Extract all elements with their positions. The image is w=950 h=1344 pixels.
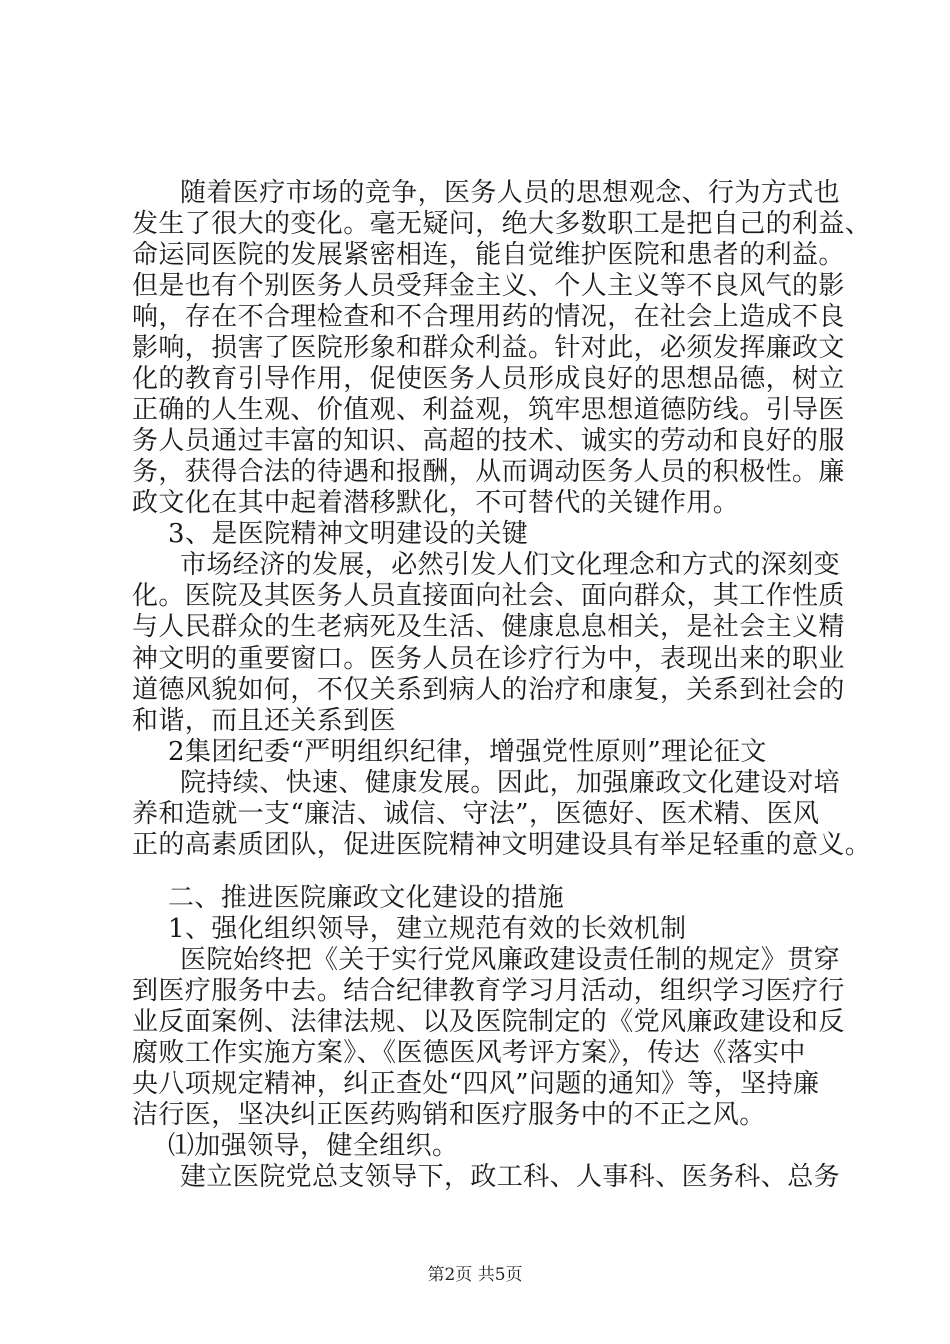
text-line: 养和造就一支“廉洁、诚信、守法”，医德好、医术精、医风	[132, 799, 820, 829]
text-line: 院持续、快速、健康发展。因此，加强廉政文化建设对培	[180, 768, 841, 798]
text-line: 建立医院党总支领导下，政工科、人事科、医务科、总务	[180, 1162, 841, 1192]
text-line: 神文明的重要窗口。医务人员在诊疗行为中，表现出来的职业	[132, 644, 845, 674]
text-line: 市场经济的发展，必然引发人们文化理念和方式的深刻变	[180, 550, 841, 580]
text-line: 化的教育引导作用，促使医务人员形成良好的思想品德，树立	[132, 364, 845, 394]
text-line: 但是也有个别医务人员受拜金主义、个人主义等不良风气的影	[132, 271, 845, 301]
text-line: 命运同医院的发展紧密相连，能自觉维护医院和患者的利益。	[132, 240, 845, 270]
text-line: 化。医院及其医务人员直接面向社会、面向群众，其工作性质	[132, 581, 845, 611]
subsection-heading: 1、强化组织领导，建立规范有效的长效机制	[168, 914, 687, 944]
section-heading: 二、推进医院廉政文化建设的措施	[168, 883, 565, 913]
text-line: 发生了很大的变化。毫无疑问，绝大多数职工是把自己的利益、	[132, 209, 872, 239]
text-line: 与人民群众的生老病死及生活、健康息息相关，是社会主义精	[132, 612, 845, 642]
text-line: 影响，损害了医院形象和群众利益。针对此，必须发挥廉政文	[132, 333, 845, 363]
subsection-heading: 3、是医院精神文明建设的关键	[168, 519, 529, 549]
text-line: 务人员通过丰富的知识、高超的技术、诚实的劳动和良好的服	[132, 426, 845, 456]
text-line: 洁行医，坚决纠正医药购销和医疗服务中的不正之风。	[132, 1100, 766, 1130]
text-line: 务，获得合法的待遇和报酬，从而调动医务人员的积极性。廉	[132, 457, 845, 487]
text-line: 正确的人生观、价值观、利益观，筑牢思想道德防线。引导医	[132, 395, 845, 425]
running-header: 2集团纪委“严明组织纪律，增强党性原则”理论征文	[168, 737, 767, 767]
text-line: 腐败工作实施方案》、《医德医风考评方案》，传达《落实中	[132, 1038, 806, 1068]
text-line: 业反面案例、法律法规、以及医院制定的《党风廉政建设和反	[132, 1007, 845, 1037]
text-line: 响，存在不合理检查和不合理用药的情况，在社会上造成不良	[132, 302, 845, 332]
text-line: 正的高素质团队，促进医院精神文明建设具有举足轻重的意义。	[132, 830, 872, 860]
text-line: 央八项规定精神，纠正查处“四风”问题的通知》等，坚持廉	[132, 1069, 820, 1099]
text-line: 政文化在其中起着潜移默化，不可替代的关键作用。	[132, 488, 740, 518]
text-line: 和谐，而且还关系到医	[132, 706, 397, 736]
text-line: 医院始终把《关于实行党风廉政建设责任制的规定》贯穿	[180, 945, 841, 975]
text-line: 到医疗服务中去。结合纪律教育学习月活动，组织学习医疗行	[132, 976, 845, 1006]
list-item: ⑴加强领导，健全组织。	[168, 1131, 459, 1161]
page-footer: 第2页 共5页	[427, 1265, 523, 1285]
text-line: 随着医疗市场的竞争，医务人员的思想观念、行为方式也	[180, 178, 841, 208]
text-line: 道德风貌如何，不仅关系到病人的治疗和康复，关系到社会的	[132, 675, 845, 705]
